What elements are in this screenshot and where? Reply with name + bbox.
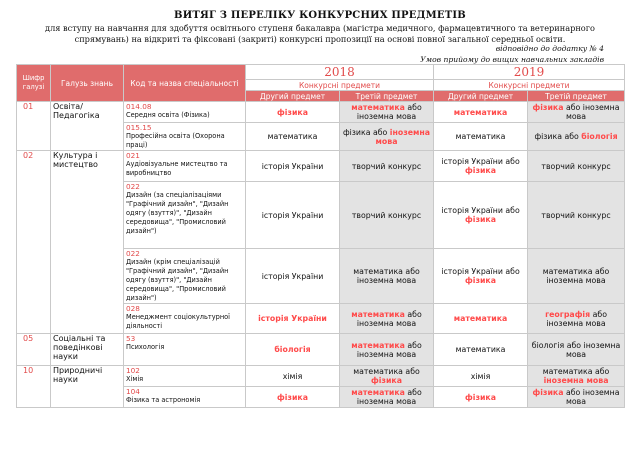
third-subject-2018-cell [340, 334, 434, 366]
knowledge-field: Освіта/ Педагогіка [51, 102, 124, 151]
specialty-code: 015.15 [126, 123, 152, 132]
second-subject-2019-cell [434, 304, 528, 334]
subject-text: історія України [261, 210, 324, 220]
subject-text: історія України або [441, 206, 520, 215]
second-subject-2019-cell [434, 182, 528, 249]
second-subject-2019-cell [434, 366, 528, 387]
konkurs-2018: Конкурсні предмети [246, 80, 434, 91]
highlighted-subject: фізика [371, 376, 402, 385]
subject-text: математика або іноземна мова [353, 267, 420, 285]
second-subject-2018-cell [246, 304, 340, 334]
header-specialty: Код та назва спеціальності [124, 65, 246, 102]
specialty-name: Дизайн (за спеціалізаціями "Графічний дизайн", "Дизайн одягу (взуття)", "Дизайн середовища", "Промисловий дизайн") [126, 191, 229, 235]
third-subject-2018-cell [340, 366, 434, 387]
highlighted-subject: математика [453, 107, 508, 117]
specialty-code: 102 [126, 366, 140, 375]
specialty-cell [124, 249, 246, 304]
header-field: Галузь знань [51, 65, 124, 102]
third-subject-2018-cell [340, 387, 434, 408]
third-subject-2019-cell [528, 304, 625, 334]
third-subject-2019-cell [528, 123, 625, 151]
subtitle-line-2: спрямувань) на відкриті та фіксовані (закриті) конкурсні пропозиції на основі повної загальної середньої освіти. [74, 34, 566, 44]
subject-text: або іноземна мова [563, 103, 620, 121]
specialty-cell [124, 182, 246, 249]
specialty-code: 021 [126, 151, 140, 160]
highlighted-subject: фізика [277, 107, 308, 117]
subject-text: або іноземна мова [546, 309, 607, 328]
second-subject-2019-cell [434, 102, 528, 123]
third-subject-2018-cell [340, 182, 434, 249]
highlighted-subject: математика [351, 388, 405, 397]
specialty-code: 022 [126, 249, 140, 258]
third-subject-2019-cell [528, 102, 625, 123]
second-subject-2018-cell [246, 366, 340, 387]
second-subject-2018-cell [246, 249, 340, 304]
subject-text: математика [455, 132, 506, 141]
highlighted-subject: історія України [258, 314, 327, 323]
subject-text: біологія або іноземна мова [531, 340, 621, 359]
specialty-name: Професійна освіта (Охорона праці) [126, 132, 225, 149]
highlighted-subject: математика [453, 314, 508, 323]
highlighted-subject: географія [545, 309, 591, 319]
highlighted-subject: математика [351, 103, 405, 112]
third-subject-2019-cell [528, 151, 625, 182]
appendix-note: відповідно до додатку № 4 [495, 44, 604, 53]
specialty-cell [124, 334, 246, 366]
branch-code: 02 [17, 151, 51, 334]
third-subject-2018-cell [340, 151, 434, 182]
subject-text: хімія [282, 371, 303, 381]
specialty-cell [124, 387, 246, 408]
branch-code: 10 [17, 366, 51, 408]
highlighted-subject: біологія [581, 132, 618, 141]
knowledge-field: Природничі науки [51, 366, 124, 408]
subject-text: історія України [261, 161, 324, 171]
specialty-name: Фізика та астрономія [126, 396, 201, 404]
specialty-code: 104 [126, 387, 140, 396]
subject-text: історія України або [441, 157, 520, 166]
subjects-table [16, 64, 625, 408]
highlighted-subject: фізика [465, 215, 496, 224]
highlighted-subject: математика [351, 309, 405, 319]
rules-note: Умов прийому до вищих навчальних закладів [420, 55, 604, 64]
specialty-name: Хімія [126, 375, 144, 383]
table-row [17, 151, 625, 182]
second-subject-2019-cell [434, 249, 528, 304]
specialty-code: 014.08 [126, 102, 152, 111]
highlighted-subject: іноземна мова [543, 376, 609, 385]
subject-text: або іноземна мова [356, 388, 422, 406]
subtitle-line-1: для вступу на навчання для здобуття освітнього ступеня бакалавра (магістра медичного, фармацевтичного та ветеринарного [45, 23, 595, 33]
second-subject-2018: Другий предмет [246, 91, 340, 102]
subject-text: творчий конкурс [351, 210, 422, 220]
second-subject-2018-cell [246, 387, 340, 408]
highlighted-subject: фізика [465, 166, 496, 175]
second-subject-2019-cell [434, 123, 528, 151]
subject-text: хімія [470, 371, 491, 381]
header-code: Шифр галузі [17, 65, 51, 102]
subject-text: творчий конкурс [541, 210, 611, 220]
year-2019: 2019 [434, 65, 625, 80]
table-body [17, 102, 625, 408]
table-row [17, 366, 625, 387]
third-subject-2019: Третій предмет [528, 91, 625, 102]
second-subject-2018-cell [246, 102, 340, 123]
second-subject-2018-cell [246, 334, 340, 366]
specialty-name: Середня освіта (Фізика) [126, 111, 210, 119]
specialty-name: Аудіовізуальне мистецтво та виробництво [126, 160, 228, 177]
knowledge-field: Соціальні та поведінкові науки [51, 334, 124, 366]
branch-code: 05 [17, 334, 51, 366]
second-subject-2019-cell [434, 387, 528, 408]
third-subject-2019-cell [528, 334, 625, 366]
specialty-code: 53 [126, 334, 136, 343]
third-subject-2019-cell [528, 366, 625, 387]
subject-text: або іноземна мова [563, 388, 620, 406]
subject-text: математика [267, 132, 318, 141]
specialty-name: Менеджмент соціокультурної діяльності [126, 313, 230, 330]
branch-code: 01 [17, 102, 51, 151]
konkurs-2019: Конкурсні предмети [434, 80, 625, 91]
specialty-code: 022 [126, 182, 140, 191]
page-title: ВИТЯГ З ПЕРЕЛІКУ КОНКУРСНИХ ПРЕДМЕТІВ [174, 10, 466, 21]
third-subject-2018-cell [340, 123, 434, 151]
subject-text: математика [455, 345, 506, 354]
second-subject-2019: Другий предмет [434, 91, 528, 102]
third-subject-2019-cell [528, 182, 625, 249]
knowledge-field: Культура і мистецтво [51, 151, 124, 334]
subject-text: або іноземна мова [356, 340, 422, 359]
third-subject-2018-cell [340, 102, 434, 123]
subject-text: творчий конкурс [541, 161, 611, 171]
subject-text: математика або [542, 367, 610, 376]
highlighted-subject: біологія [274, 345, 311, 354]
specialty-cell [124, 102, 246, 123]
subject-text: фізика або [534, 132, 582, 141]
third-subject-2019-cell [528, 249, 625, 304]
year-2018: 2018 [246, 65, 434, 80]
table-row [17, 334, 625, 366]
specialty-cell [124, 304, 246, 334]
specialty-cell [124, 366, 246, 387]
highlighted-subject: фізика [532, 388, 564, 397]
highlighted-subject: фізика [465, 276, 496, 285]
second-subject-2019-cell [434, 151, 528, 182]
highlighted-subject: фізика [532, 103, 564, 112]
specialty-code: 028 [126, 304, 140, 313]
highlighted-subject: фізика [277, 392, 308, 402]
subject-text: або іноземна мова [356, 103, 422, 121]
subject-text: історія України [261, 271, 324, 281]
subject-text: математика або [353, 367, 420, 376]
specialty-cell [124, 151, 246, 182]
subject-text: або іноземна мова [356, 309, 422, 328]
second-subject-2019-cell [434, 334, 528, 366]
third-subject-2018-cell [340, 249, 434, 304]
specialty-name: Психологія [126, 343, 165, 351]
second-subject-2018-cell [246, 151, 340, 182]
second-subject-2018-cell [246, 123, 340, 151]
specialty-cell [124, 123, 246, 151]
third-subject-2019-cell [528, 387, 625, 408]
table-row [17, 102, 625, 123]
subject-text: історія України або [441, 267, 520, 276]
subject-text: фізика або [342, 127, 390, 137]
highlighted-subject: фізика [465, 392, 496, 402]
third-subject-2018: Третій предмет [340, 91, 434, 102]
subject-text: творчий конкурс [351, 161, 422, 171]
second-subject-2018-cell [246, 182, 340, 249]
specialty-name: Дизайн (крім спеціалізацій "Графічний дизайн", "Дизайн одягу (взуття)", "Дизайн середовища", "Промисловий дизайн") [126, 258, 229, 302]
highlighted-subject: математика [351, 340, 405, 350]
highlighted-subject: іноземна мова [375, 127, 431, 146]
third-subject-2018-cell [340, 304, 434, 334]
subject-text: математика або іноземна мова [542, 267, 610, 285]
